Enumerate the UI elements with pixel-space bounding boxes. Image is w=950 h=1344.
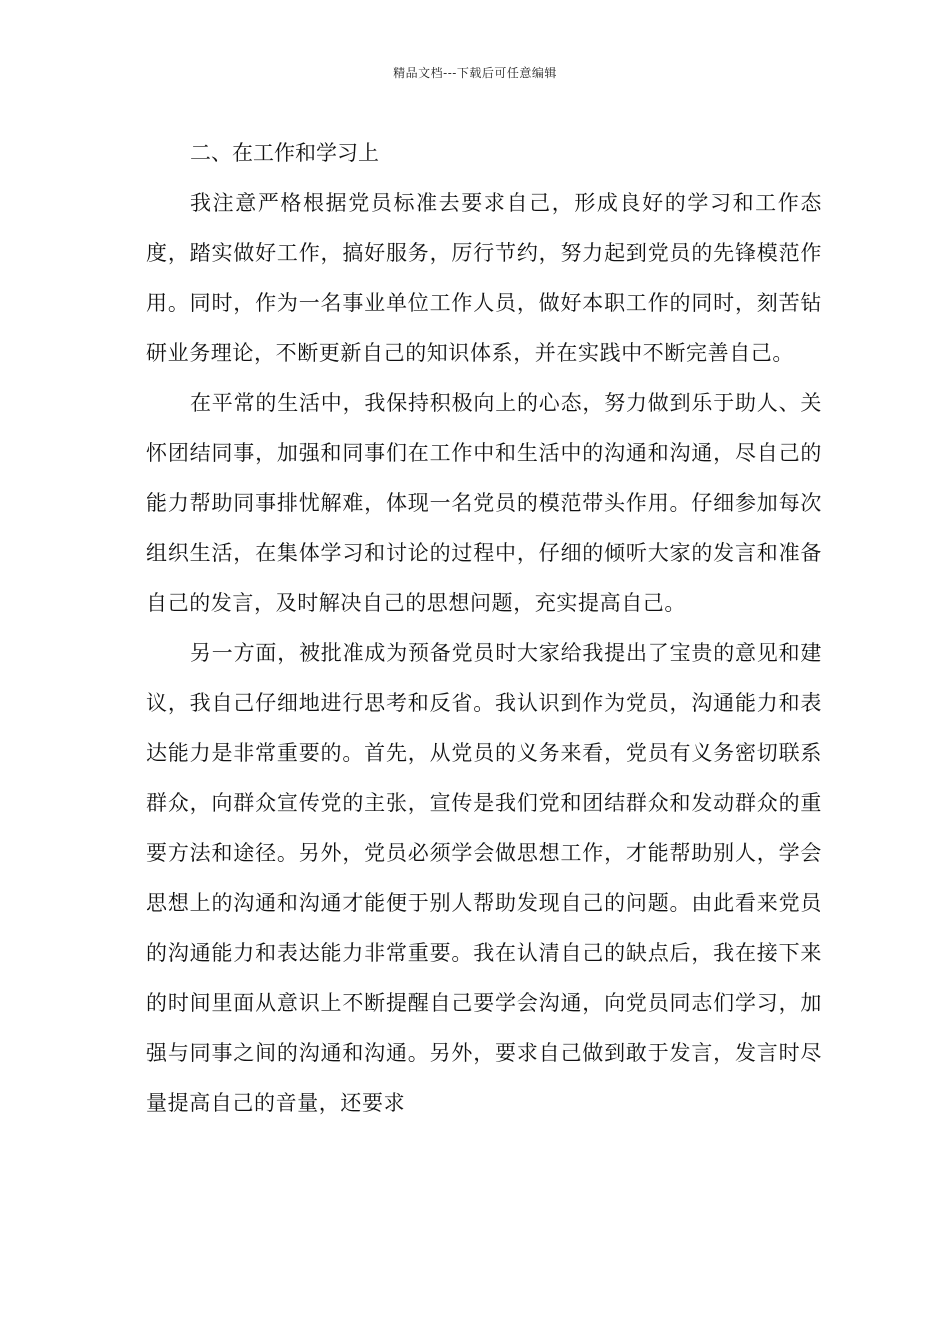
page-header: 精品文档---下载后可任意编辑 [393, 66, 557, 80]
section-heading: 二、在工作和学习上 [190, 141, 379, 165]
paragraph-communication: 另一方面，被批准成为预备党员时大家给我提出了宝贵的意见和建议，我自己仔细地进行思考和反省。我认识到作为党员，沟通能力和表达能力是非常重要的。首先，从党员的义务来看，党员有义务密切联系群众，向群众宣传党的主张，宣传是我们党和团结群众和发动群众的重要方法和途径。另外，党员必须学会做思想工作，才能帮助别人，学会思想上的沟通和沟通才能便于别人帮助发现自己的问题。由此看来党员的沟通能力和表达能力非常重要。我在认清自己的缺点后，我在接下来的时间里面从意识上不断提醒自己要学会沟通，向党员同志们学习，加强与同事之间的沟通和沟通。另外，要求自己做到敢于发言，发言时尽量提高自己的音量，还要求 [146, 641, 822, 1115]
paragraph-work-attitude: 我注意严格根据党员标准去要求自己，形成良好的学习和工作态度，踏实做好工作，搞好服务，厉行节约，努力起到党员的先锋模范作用。同时，作为一名事业单位工作人员，做好本职工作的同时，刻苦钻研业务理论，不断更新自己的知识体系，并在实践中不断完善自己。 [146, 191, 822, 365]
document-body [146, 128, 822, 1128]
paragraph-daily-life: 在平常的生活中，我保持积极向上的心态，努力做到乐于助人、关怀团结同事，加强和同事们在工作中和生活中的沟通和沟通，尽自己的能力帮助同事排忧解难，体现一名党员的模范带头作用。仔细参加每次组织生活，在集体学习和讨论的过程中，仔细的倾听大家的发言和准备自己的发言，及时解决自己的思想问题，充实提高自己。 [146, 391, 822, 615]
